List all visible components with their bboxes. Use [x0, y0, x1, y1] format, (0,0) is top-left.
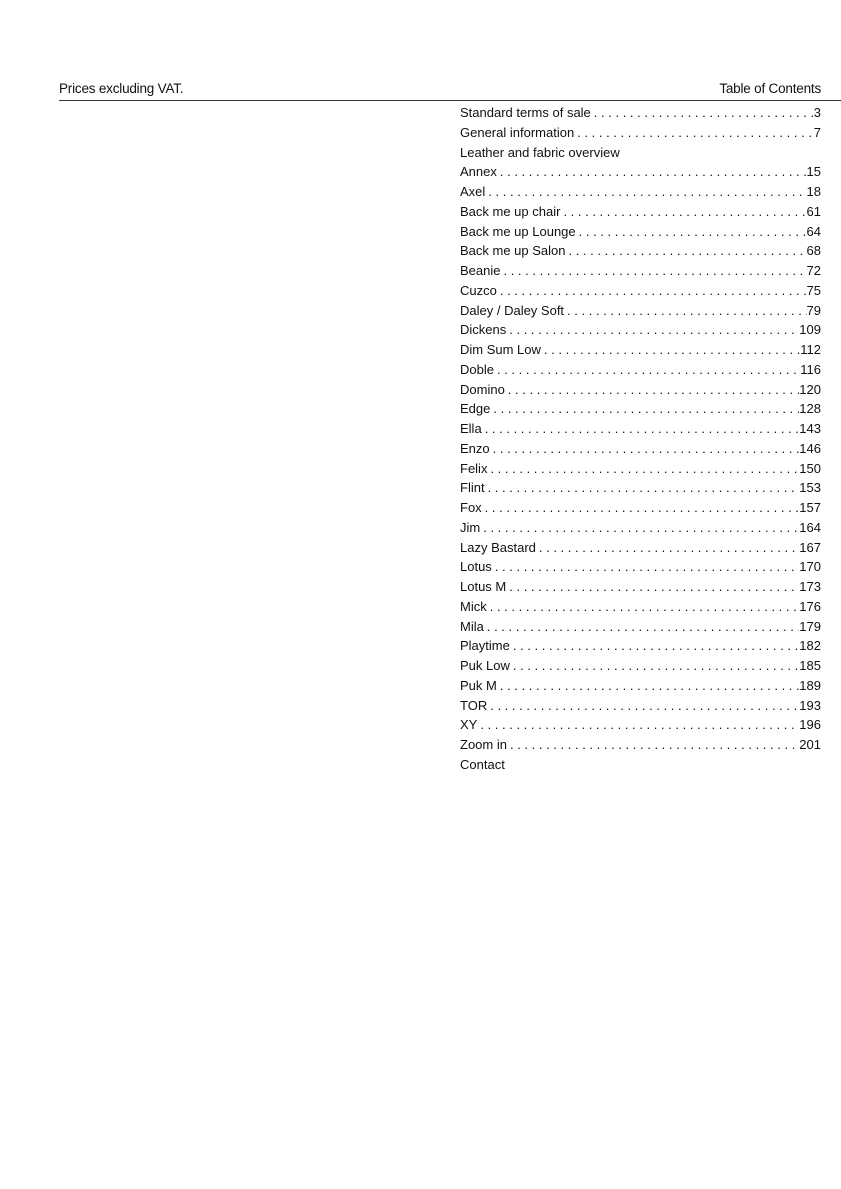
- toc-entry-page-number: 196: [799, 717, 821, 733]
- toc-entry-page-number: 167: [799, 539, 821, 555]
- toc-entry[interactable]: [460, 577, 821, 597]
- toc-entry-title: Lazy Bastard: [460, 539, 536, 555]
- toc-dot-leader: [487, 459, 799, 479]
- toc-dot-leader: [560, 202, 806, 222]
- toc-dot-leader: [487, 696, 799, 716]
- toc-entry-title: Lotus M: [460, 579, 507, 594]
- toc-entry-title: Dickens: [460, 322, 507, 338]
- toc-entry[interactable]: [460, 301, 821, 321]
- toc-entry-page-number: 75: [806, 282, 821, 298]
- toc-entry[interactable]: [460, 320, 821, 340]
- toc-entry[interactable]: [460, 715, 821, 735]
- toc-entry[interactable]: [460, 261, 821, 281]
- toc-entry[interactable]: [460, 360, 821, 380]
- toc-entry-title: Flint: [460, 480, 485, 496]
- toc-dot-leader: [536, 538, 799, 558]
- toc-dot-leader: [477, 715, 799, 735]
- toc-entry[interactable]: [460, 538, 821, 558]
- toc-entry[interactable]: [460, 222, 821, 242]
- toc-dot-leader: [576, 222, 807, 242]
- toc-dot-leader: [485, 478, 800, 498]
- toc-entry-page-number: 61: [806, 203, 821, 219]
- toc-entry-title: Beanie: [460, 263, 501, 278]
- toc-entry[interactable]: [460, 103, 821, 123]
- toc-entry[interactable]: [460, 439, 821, 459]
- toc-entry-page-number: 146: [799, 440, 821, 456]
- toc-entry-page-number: 72: [806, 263, 821, 278]
- toc-dot-leader: [487, 597, 800, 617]
- toc-entry-title: Axel: [460, 184, 486, 199]
- toc-entry-page-number: 185: [799, 658, 821, 673]
- toc-entry-page-number: 193: [799, 697, 821, 713]
- toc-entry[interactable]: [460, 281, 821, 301]
- toc-entry-title: Playtime: [460, 638, 510, 654]
- toc-entry-title: Leather and fabric overview: [460, 144, 620, 160]
- toc-dot-leader: [484, 617, 799, 637]
- toc-dot-leader: [490, 399, 799, 419]
- toc-entry-title: Back me up Salon: [460, 243, 566, 259]
- toc-entry-page-number: 201: [799, 737, 821, 752]
- toc-dot-leader: [506, 577, 799, 597]
- toc-entry[interactable]: [460, 676, 821, 696]
- toc-entry-page-number: 153: [799, 480, 821, 496]
- toc-dot-leader: [574, 123, 814, 143]
- toc-entry-page-number: 109: [799, 322, 821, 338]
- toc-entry-title: Cuzco: [460, 282, 497, 298]
- toc-entry-page-number: 189: [799, 677, 821, 693]
- toc-dot-leader: [480, 518, 799, 538]
- toc-entry[interactable]: [460, 241, 821, 261]
- toc-entry[interactable]: [460, 143, 821, 163]
- toc-entry-title: Enzo: [460, 440, 490, 456]
- toc-dot-leader: [497, 281, 807, 301]
- toc-entry-title: Felix: [460, 460, 488, 476]
- toc-entry-title: Standard terms of sale: [460, 105, 591, 120]
- toc-entry[interactable]: [460, 123, 821, 143]
- toc-entry-page-number: 179: [799, 618, 821, 634]
- toc-entry-title: Edge: [460, 401, 491, 417]
- toc-entry[interactable]: [460, 518, 821, 538]
- toc-entry[interactable]: [460, 202, 821, 222]
- toc-entry[interactable]: [460, 735, 821, 755]
- toc-entry-title: General information: [460, 124, 575, 140]
- toc-entry-page-number: 170: [799, 559, 821, 575]
- toc-entry[interactable]: [460, 478, 821, 498]
- toc-entry-page-number: 112: [800, 342, 821, 357]
- toc-entry[interactable]: [460, 636, 821, 656]
- toc-dot-leader: [482, 419, 800, 439]
- toc-entry-title: Zoom in: [460, 737, 507, 752]
- toc-dot-leader: [497, 162, 807, 182]
- toc-entry-page-number: 164: [799, 519, 821, 535]
- toc-entry[interactable]: [460, 162, 821, 182]
- toc-entry-title: Back me up chair: [460, 203, 561, 219]
- toc-entry-page-number: 150: [799, 460, 821, 476]
- toc-dot-leader: [482, 498, 800, 518]
- toc-entry-title: Domino: [460, 381, 505, 397]
- toc-entry-title: Fox: [460, 500, 482, 515]
- toc-entry-page-number: 120: [799, 381, 821, 397]
- toc-entry-title: Puk Low: [460, 658, 510, 673]
- toc-entry[interactable]: [460, 399, 821, 419]
- toc-entry-page-number: 182: [799, 638, 821, 654]
- toc-entry-title: Lotus: [460, 559, 492, 575]
- toc-entry-page-number: 3: [813, 105, 821, 120]
- toc-entry[interactable]: [460, 696, 821, 716]
- toc-entry[interactable]: [460, 755, 821, 775]
- toc-entry-title: Mick: [460, 598, 487, 614]
- toc-entry-title: Mila: [460, 618, 484, 634]
- toc-entry-title: Back me up Lounge: [460, 223, 576, 239]
- toc-entry-title: Puk M: [460, 677, 497, 693]
- header-section-title: Table of Contents: [719, 81, 821, 96]
- toc-entry-page-number: 176: [799, 598, 821, 614]
- toc-dot-leader: [485, 182, 806, 202]
- toc-dot-leader: [500, 261, 806, 281]
- header-divider: [59, 100, 841, 101]
- toc-entry-title: Dim Sum Low: [460, 342, 541, 357]
- table-of-contents: [460, 103, 821, 775]
- header-left-note: Prices excluding VAT.: [59, 81, 184, 96]
- toc-entry-page-number: 64: [806, 223, 821, 239]
- toc-entry[interactable]: [460, 557, 821, 577]
- toc-entry[interactable]: [460, 656, 821, 676]
- toc-entry-title: Doble: [460, 361, 494, 377]
- toc-entry-page-number: 128: [799, 401, 821, 417]
- toc-dot-leader: [505, 380, 800, 400]
- toc-entry-page-number: 143: [799, 421, 821, 436]
- toc-entry-page-number: 15: [806, 164, 821, 180]
- toc-entry-page-number: 79: [806, 302, 821, 318]
- toc-entry-title: XY: [460, 717, 478, 733]
- toc-entry-title: Contact: [460, 756, 505, 772]
- toc-entry[interactable]: [460, 419, 821, 439]
- toc-entry-page-number: 116: [800, 361, 821, 377]
- toc-entry[interactable]: [460, 459, 821, 479]
- toc-entry[interactable]: [460, 617, 821, 637]
- toc-entry-page-number: 7: [813, 124, 821, 140]
- toc-entry-title: Jim: [460, 519, 481, 535]
- toc-entry[interactable]: [460, 340, 821, 360]
- toc-dot-leader: [494, 360, 800, 380]
- toc-entry-page-number: 68: [806, 243, 821, 259]
- toc-dot-leader: [506, 320, 799, 340]
- toc-entry-title: TOR: [460, 697, 488, 713]
- toc-dot-leader: [510, 656, 799, 676]
- toc-dot-leader: [497, 676, 799, 696]
- toc-entry-page-number: 157: [799, 500, 821, 515]
- toc-entry-page-number: 18: [806, 184, 821, 199]
- toc-entry-title: Ella: [460, 421, 482, 436]
- toc-dot-leader: [492, 557, 799, 577]
- toc-entry[interactable]: [460, 597, 821, 617]
- toc-entry[interactable]: [460, 380, 821, 400]
- toc-dot-leader: [591, 103, 814, 123]
- toc-dot-leader: [566, 241, 807, 261]
- toc-dot-leader: [564, 301, 806, 321]
- toc-entry[interactable]: [460, 182, 821, 202]
- toc-dot-leader: [510, 636, 799, 656]
- toc-dot-leader: [507, 735, 799, 755]
- toc-dot-leader: [541, 340, 800, 360]
- toc-dot-leader: [490, 439, 800, 459]
- toc-entry-page-number: 173: [799, 579, 821, 594]
- toc-entry[interactable]: [460, 498, 821, 518]
- toc-entry-title: Daley / Daley Soft: [460, 302, 565, 318]
- toc-entry-title: Annex: [460, 164, 497, 180]
